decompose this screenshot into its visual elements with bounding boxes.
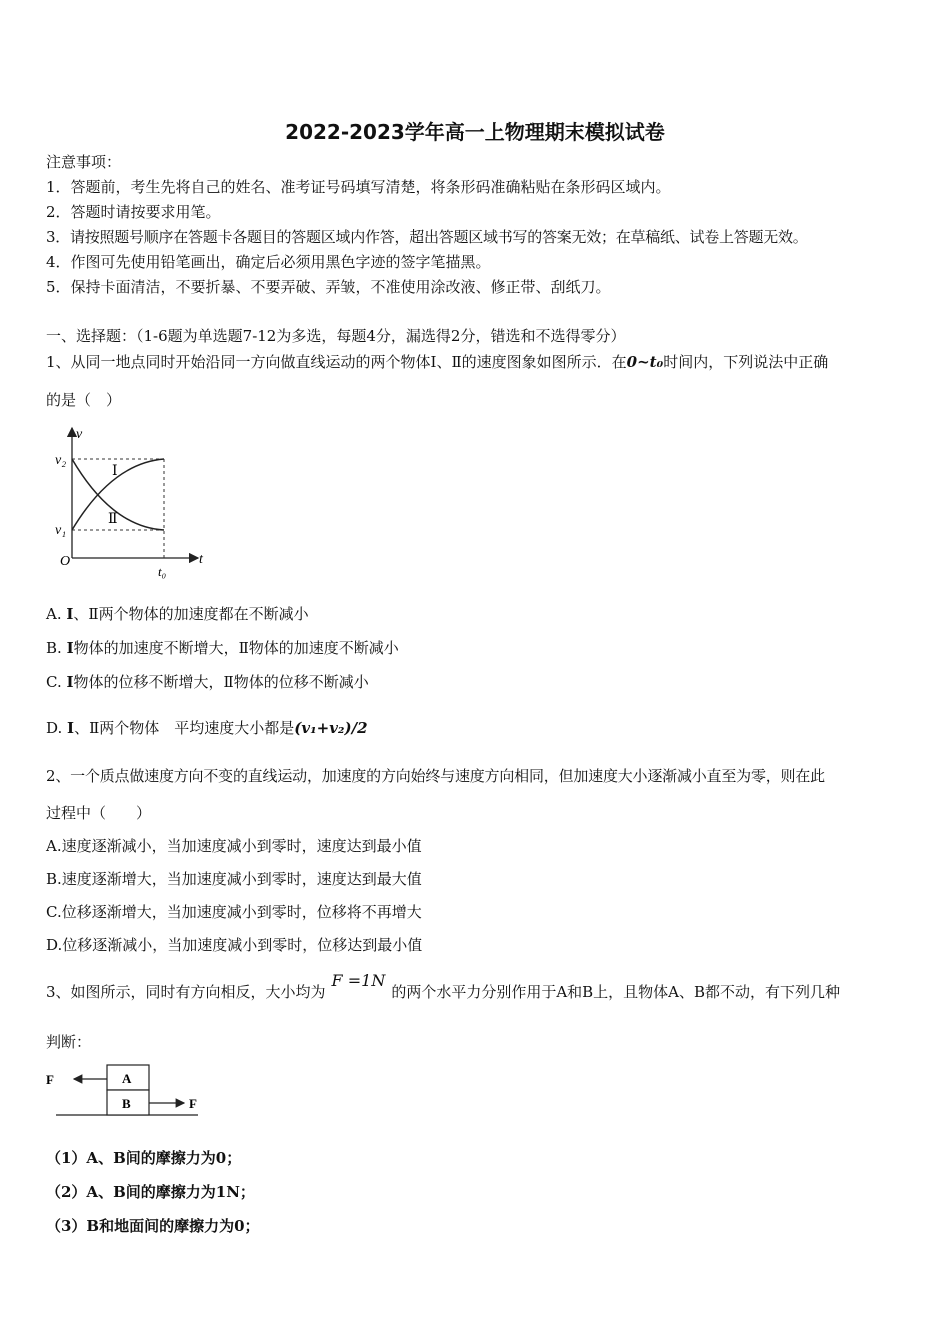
q2-stem: 2、一个质点做速度方向不变的直线运动，加速度的方向始终与速度方向相同，但加速度大小逐渐减小直至为零，则在此 xyxy=(46,767,825,785)
blocks-figure xyxy=(46,1060,206,1120)
x-axis-label: t xyxy=(199,552,203,567)
q1-option-d xyxy=(46,718,368,738)
notice-item: 5．保持卡面清洁，不要折暴、不要弄破、弄皱，不准使用涂改液、修正带、刮纸刀。 xyxy=(46,278,611,296)
force-left-label: F xyxy=(46,1072,54,1087)
y-axis-label: v xyxy=(76,427,83,442)
block-b-label: B xyxy=(122,1096,131,1111)
notice-item: 1．答题前，考生先将自己的姓名、准考证号码填写清楚，将条形码准确粘贴在条形码区域内。 xyxy=(46,178,671,196)
q1-option-c xyxy=(46,672,369,692)
curve-2 xyxy=(72,459,164,530)
option-bold: Ⅰ xyxy=(66,639,74,657)
option-prefix: B. xyxy=(46,639,67,657)
velocity-time-graph xyxy=(46,420,216,580)
q3-formula: F =1N xyxy=(331,971,386,990)
option-text: 物体的位移不断增大，Ⅱ物体的位移不断减小 xyxy=(73,673,369,691)
v1-label: v₁ xyxy=(55,523,67,538)
option-prefix: D. xyxy=(46,719,68,737)
q1-stem-range: 0~t₀ xyxy=(626,353,664,371)
option-bold: Ⅰ xyxy=(67,719,75,737)
notice-heading: 注意事项： xyxy=(46,153,122,171)
option-text: 、Ⅱ两个物体 平均速度大小都是 xyxy=(74,719,295,737)
option-prefix: C. xyxy=(46,673,67,691)
q2-option-d: D.位移逐渐减小，当加速度减小到零时，位移达到最小值 xyxy=(46,936,423,954)
q2-stem-line2: 过程中（ ） xyxy=(46,804,152,822)
q1-stem-a: 1、从同一地点同时开始沿同一方向做直线运动的两个物体Ⅰ、Ⅱ的速度图象如图所示．在 xyxy=(46,353,627,371)
notice-item: 3．请按照题号顺序在答题卡各题目的答题区域内作答，超出答题区域书写的答案无效；在草稿纸、试卷上答题无效。 xyxy=(46,228,808,246)
t0-label: t₀ xyxy=(158,564,167,579)
q1-option-a xyxy=(46,604,309,624)
q3-stem-line2: 判断： xyxy=(46,1033,92,1051)
q3-stem xyxy=(46,971,841,1002)
option-text: 物体的加速度不断增大，Ⅱ物体的加速度不断减小 xyxy=(73,639,399,657)
option-formula: (v₁+v₂)/2 xyxy=(294,719,368,737)
curve-1 xyxy=(72,459,164,530)
q3-statement-3: （3）B和地面间的摩擦力为0； xyxy=(46,1217,260,1235)
force-right-label: F xyxy=(189,1096,197,1111)
q1-option-b xyxy=(46,638,399,658)
q2-option-b: B.速度逐渐增大，当加速度减小到零时，速度达到最大值 xyxy=(46,870,422,888)
q2-option-c: C.位移逐渐增大，当加速度减小到零时，位移将不再增大 xyxy=(46,903,422,921)
section-heading: 一、选择题：（1-6题为单选题7-12为多选，每题4分，漏选得2分，错选和不选得零分） xyxy=(46,327,626,345)
q3-stem-a: 3、如图所示，同时有方向相反，大小均为 xyxy=(46,983,326,1001)
q1-stem xyxy=(46,352,828,372)
option-bold: Ⅰ xyxy=(66,605,74,623)
notice-item: 4．作图可先使用铅笔画出，确定后必须用黑色字迹的签字笔描黑。 xyxy=(46,253,491,271)
v2-label: v₂ xyxy=(55,453,67,468)
curve-1-label: Ⅰ xyxy=(112,464,118,479)
origin-label: O xyxy=(60,554,71,569)
notice-item: 2．答题时请按要求用笔。 xyxy=(46,203,221,221)
q1-stem-line2: 的是（ ） xyxy=(46,391,122,409)
option-bold: Ⅰ xyxy=(66,673,74,691)
q3-stem-b: 的两个水平力分别作用于A和B上，且物体A、B都不动，有下列几种 xyxy=(391,983,841,1001)
q2-option-a: A.速度逐渐减小，当加速度减小到零时，速度达到最小值 xyxy=(46,837,422,855)
curve-2-label: Ⅱ xyxy=(108,512,118,527)
q3-statement-2: （2）A、B间的摩擦力为1N； xyxy=(46,1183,255,1201)
page-title: 2022-2023学年高一上物理期末模拟试卷 xyxy=(285,120,665,144)
option-prefix: A. xyxy=(46,605,67,623)
block-a-label: A xyxy=(122,1071,132,1086)
option-text: 、Ⅱ两个物体的加速度都在不断减小 xyxy=(73,605,309,623)
q1-stem-b: 时间内，下列说法中正确 xyxy=(663,353,829,371)
q3-statement-1: （1）A、B间的摩擦力为0； xyxy=(46,1149,242,1167)
